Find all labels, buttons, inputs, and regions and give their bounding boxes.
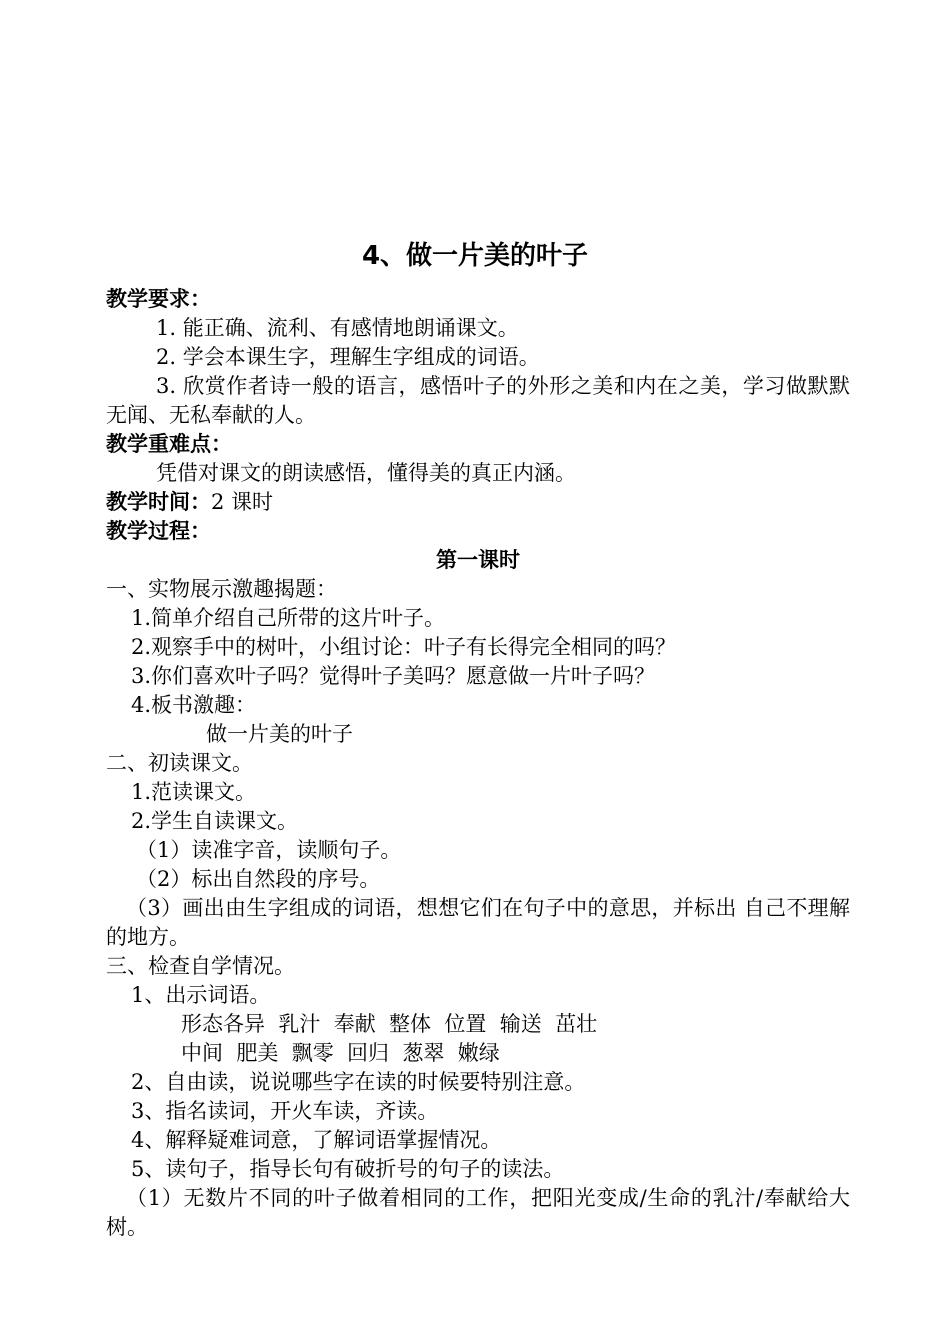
- section-2-item: 2.学生自读课文。: [131, 809, 299, 833]
- lesson-title: 第一课时: [436, 548, 520, 572]
- word-list-line: 形态各异 乳汁 奉献 整体 位置 输送 茁壮: [181, 1012, 598, 1036]
- teaching-time-heading: 教学时间：: [106, 490, 211, 514]
- word-list-line: 中间 肥美 飘零 回归 葱翠 嫩绿: [181, 1041, 500, 1065]
- section-3-item: 3、指名读词，开火车读，齐读。: [131, 1099, 439, 1123]
- section-3-title: 三、检查自学情况。: [106, 954, 295, 978]
- example-sentence: （1）无数片不同的叶子做着相同的工作，把阳光变成/生命的乳汁/奉献给大树。: [106, 1186, 850, 1239]
- teaching-time: [106, 488, 850, 517]
- document-body: [106, 285, 850, 1242]
- requirement-item: 1. 能正确、流利、有感情地朗诵课文。: [156, 316, 519, 340]
- requirement-item: 3. 欣赏作者诗一般的语言，感悟叶子的外形之美和内在之美，学习做默默无闻、无私奉献的人。: [106, 374, 850, 427]
- board-text: 做一片美的叶子: [206, 722, 353, 746]
- section-1-item: 1.简单介绍自己所带的这片叶子。: [131, 606, 446, 630]
- key-points-heading: 教学重难点：: [106, 432, 232, 456]
- section-2-item: 1.范读课文。: [131, 780, 257, 804]
- requirement-item: 2. 学会本课生字，理解生字组成的词语。: [156, 345, 540, 369]
- section-2-subitem: （1）读准字音，读顺句子。: [136, 838, 402, 862]
- key-points-text: 凭借对课文的朗读感悟，懂得美的真正内涵。: [156, 461, 576, 485]
- teaching-time-value: 2 课时: [211, 490, 274, 514]
- section-3-item: 4、解释疑难词意，了解词语掌握情况。: [131, 1128, 502, 1152]
- section-3-item: 1、出示词语。: [131, 983, 271, 1007]
- document-title: 4、做一片美的叶子: [361, 241, 589, 271]
- section-2-subitem: （3）画出由生字组成的词语，想想它们在句子中的意思，并标出 自己不理解的地方。: [106, 896, 850, 949]
- requirements-heading: 教学要求：: [106, 287, 211, 311]
- section-2-subitem: （2）标出自然段的序号。: [136, 867, 381, 891]
- section-3-item: 2、自由读，说说哪些字在读的时候要特别注意。: [131, 1070, 586, 1094]
- section-3-item: 5、读句子，指导长句有破折号的句子的读法。: [131, 1157, 565, 1181]
- section-1-item: 2.观察手中的树叶，小组讨论：叶子有长得完全相同的吗？: [131, 635, 677, 659]
- section-2-title: 二、初读课文。: [106, 751, 253, 775]
- section-1-title: 一、实物展示激趣揭题：: [106, 577, 337, 601]
- section-1-item: 4.板书激趣：: [131, 693, 257, 717]
- section-1-item: 3.你们喜欢叶子吗？觉得叶子美吗？愿意做一片叶子吗？: [131, 664, 656, 688]
- process-heading: 教学过程：: [106, 519, 211, 543]
